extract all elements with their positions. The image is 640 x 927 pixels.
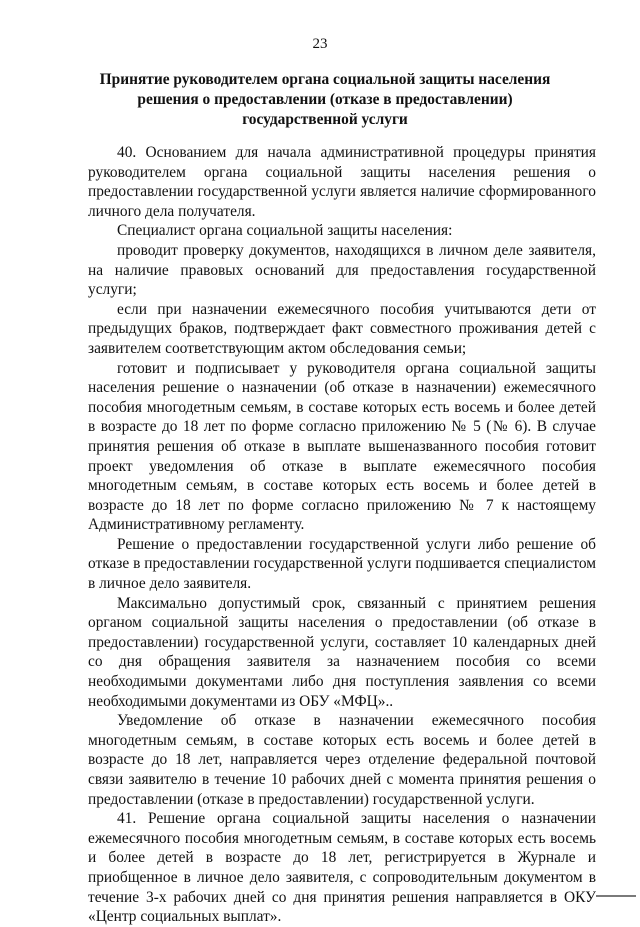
- body-text: [88, 143, 596, 927]
- paragraph-check-documents: проводит проверку документов, находящихся в личном деле заявителя, на наличие правовых оснований для предоставления государственной услуги;: [88, 241, 596, 299]
- scan-edge-mark: [596, 895, 636, 897]
- section-heading: Принятие руководителем органа социальной защиты населения решения о предоставлении (отказе в предоставлении) государственной услуги: [99, 71, 551, 128]
- paragraph-previous-marriages: если при назначении ежемесячного пособия учитываются дети от предыдущих браков, подтверждает факт совместного проживания детей с заявителем соответствующим актом обследования семьи;: [88, 300, 596, 357]
- paragraph-specialist: Специалист органа социальной защиты населения:: [117, 222, 453, 240]
- paragraph-decision-filed: Решение о предоставлении государственной услуги либо решение об отказе в предоставлении государственной услуги подшивается специалистом в личное дело заявителя.: [88, 535, 596, 593]
- paragraph-max-term: Максимально допустимый срок, связанный с принятием решения органом социальной защиты населения о предоставлении (об отказе в предоставлении) государственной услуги, составляет 10 календарных дней со дня обращения заявителя за назначением пособия со всеми необходимыми документами либо дня поступления заявления со всеми необходимыми документами из ОБУ «МФЦ»..: [88, 594, 596, 710]
- paragraph-refusal-notice: Уведомление об отказе в назначении ежемесячного пособия многодетным семьям, в составе которых есть восемь и более детей в возрасте до 18 лет, направляется через отделение федеральной почтовой связи заявителю в течение 10 рабочих дней с момента принятия решения о предоставлении (отказе в предоставлении) государственной услуги.: [88, 712, 596, 808]
- paragraph-41: 41. Решение органа социальной защиты населения о назначении ежемесячного пособия многодетным семьям, в составе которых есть восемь и более детей в возрасте до 18 лет, регистрируется в Журнале и приобщенное в личное дело заявителя, с сопроводительным документом в течение 3-х рабочих дней со дня принятия решения направляется в ОКУ «Центр социальных выплат».: [88, 810, 596, 926]
- page-number: 23: [312, 36, 328, 52]
- paragraph-prepare-decision: готовит и подписывает у руководителя органа социальной защиты населения решение о назначении (об отказе в назначении) ежемесячного пособия многодетным семьям, в составе которых есть восемь и более детей в возрасте до 18 лет по форме согласно приложению № 5 (№ 6). В случае принятия решения об отказе в выплате вышеназванного пособия готовит проект уведомления об отказе в выплате ежемесячного пособия многодетным семьям, в составе которых есть восемь и более детей в возрасте до 18 лет по форме согласно приложению № 7 к настоящему Административному регламенту.: [88, 359, 596, 534]
- paragraph-40: 40. Основанием для начала административной процедуры принятия руководителем органа социальной защиты населения решения о предоставлении государственной услуги является наличие сформированного личного дела получателя.: [88, 144, 596, 220]
